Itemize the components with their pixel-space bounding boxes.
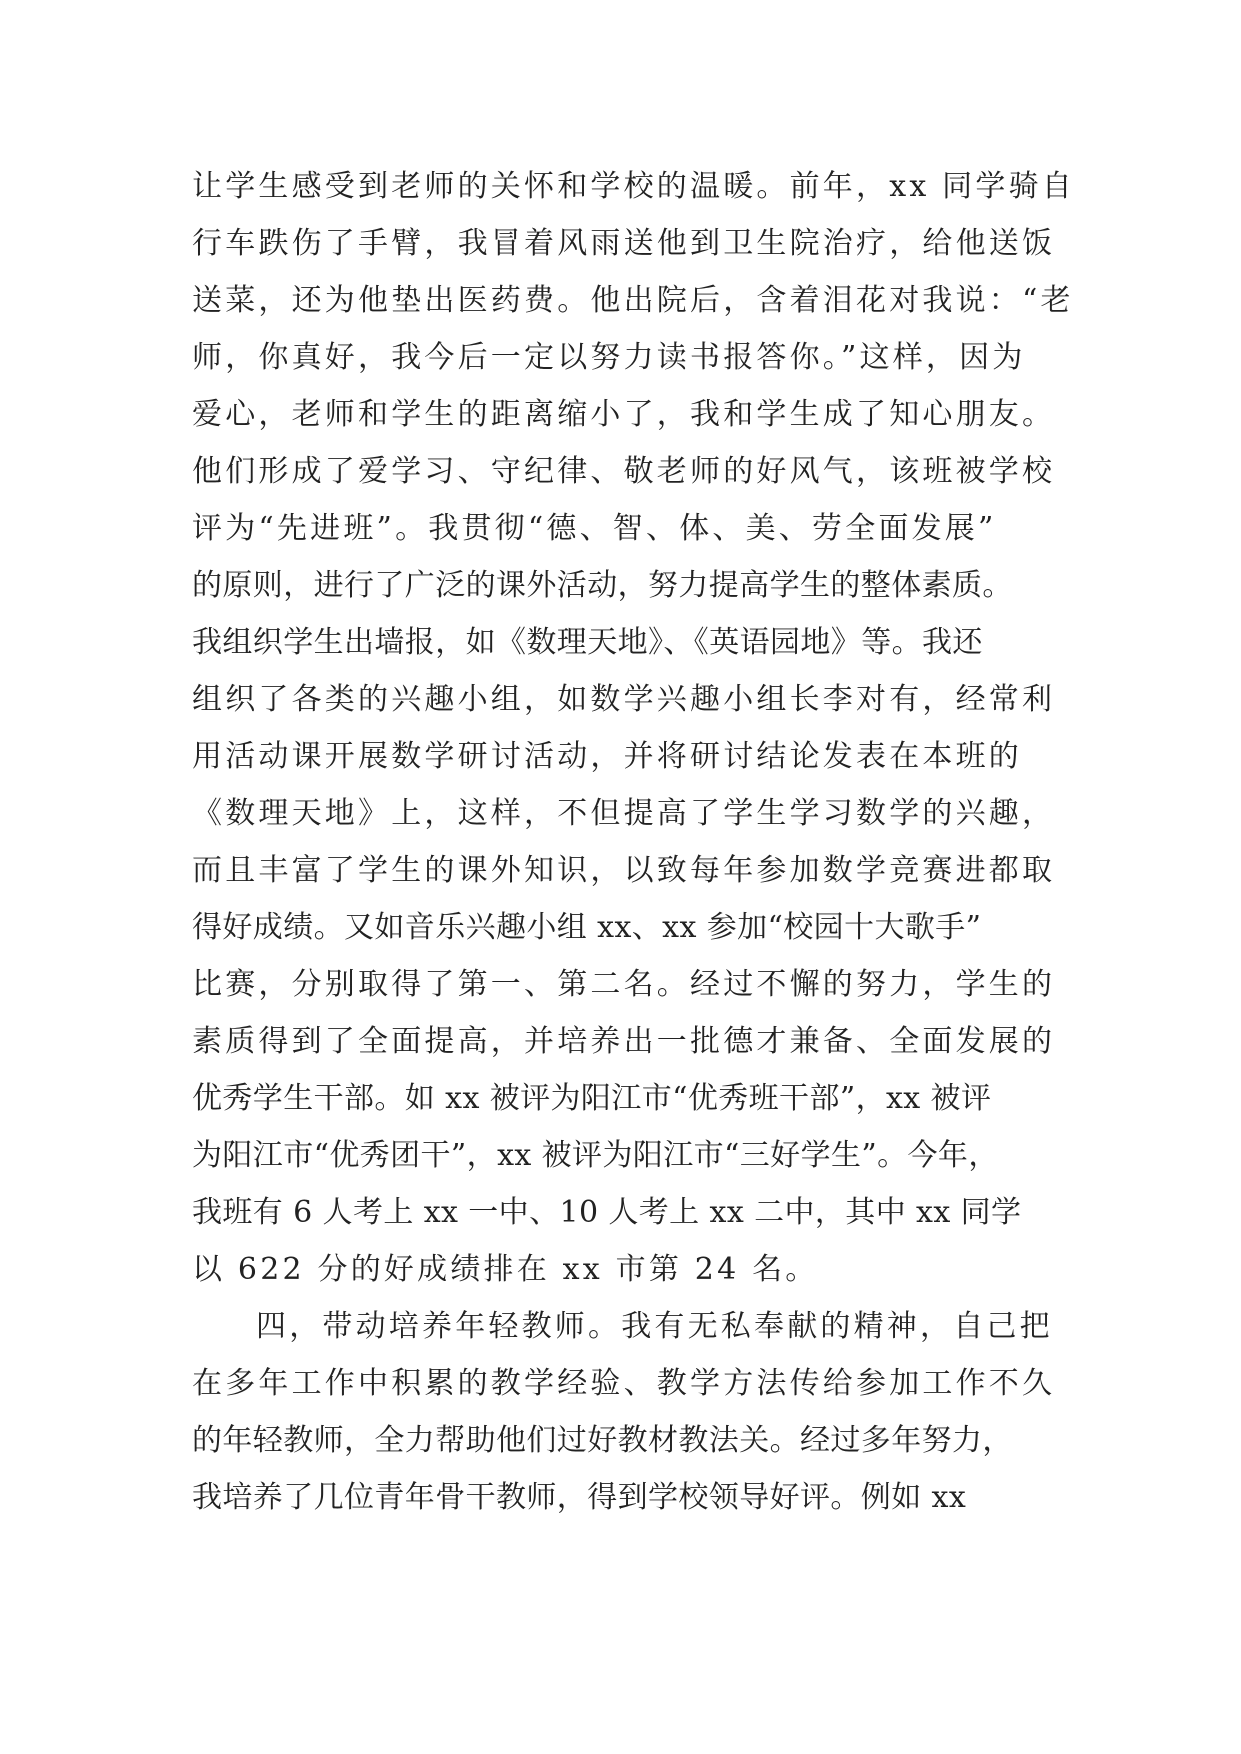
text-line: 的年轻教师，全力帮助他们过好教材教法关。经过多年努力， (192, 1423, 1013, 1458)
text-line: 评为“先进班”。我贯彻“德、智、体、美、劳全面发展” (192, 511, 997, 546)
paragraph-first-line: 四，带动培养年轻教师。我有无私奉献的精神，自己把 (256, 1309, 1053, 1344)
text-line: 《数理天地》上，这样，不但提高了学生学习数学的兴趣， (192, 796, 1056, 831)
text-line: 优秀学生干部。如 xx 被评为阳江市“优秀班干部”，xx 被评 (192, 1081, 992, 1116)
text-line: 组织了各类的兴趣小组，如数学兴趣小组长李对有，经常利 (192, 682, 1056, 717)
text-line: 素质得到了全面提高，并培养出一批德才兼备、全面发展的 (192, 1024, 1056, 1059)
text-line: 我培养了几位青年骨干教师，得到学校领导好评。例如 xx (192, 1480, 967, 1515)
text-line: 比赛，分别取得了第一、第二名。经过不懈的努力，学生的 (192, 967, 1056, 1002)
text-line: 而且丰富了学生的课外知识，以致每年参加数学竞赛进都取 (192, 853, 1056, 888)
text-line: 让学生感受到老师的关怀和学校的温暖。前年，xx 同学骑自 (192, 169, 1075, 204)
text-line: 得好成绩。又如音乐兴趣小组 xx、xx 参加“校园十大歌手” (192, 910, 982, 945)
text-line: 在多年工作中积累的教学经验、教学方法传给参加工作不久 (192, 1366, 1056, 1401)
text-line: 用活动课开展数学研讨活动，并将研讨结论发表在本班的 (192, 739, 1022, 774)
text-line: 我组织学生出墙报，如《数理天地》、《英语园地》等。我还 (192, 625, 983, 660)
text-line: 的原则，进行了广泛的课外活动，努力提高学生的整体素质。 (192, 568, 1013, 603)
text-line: 爱心，老师和学生的距离缩小了，我和学生成了知心朋友。 (192, 397, 1056, 432)
text-line: 以 622 分的好成绩排在 xx 市第 24 名。 (192, 1252, 819, 1287)
text-line: 行车跌伤了手臂，我冒着风雨送他到卫生院治疗，给他送饭 (192, 226, 1056, 261)
body-text (192, 158, 1075, 1526)
text-line: 师，你真好，我今后一定以努力读书报答你。”这样，因为 (192, 340, 1026, 375)
text-line: 为阳江市“优秀团干”，xx 被评为阳江市“三好学生”。今年， (192, 1138, 999, 1173)
text-line: 他们形成了爱学习、守纪律、敬老师的好风气，该班被学校 (192, 454, 1056, 489)
text-line: 送菜，还为他垫出医药费。他出院后，含着泪花对我说：“老 (192, 283, 1074, 318)
text-line: 我班有 6 人考上 xx 一中、10 人考上 xx 二中，其中 xx 同学 (192, 1195, 1022, 1230)
